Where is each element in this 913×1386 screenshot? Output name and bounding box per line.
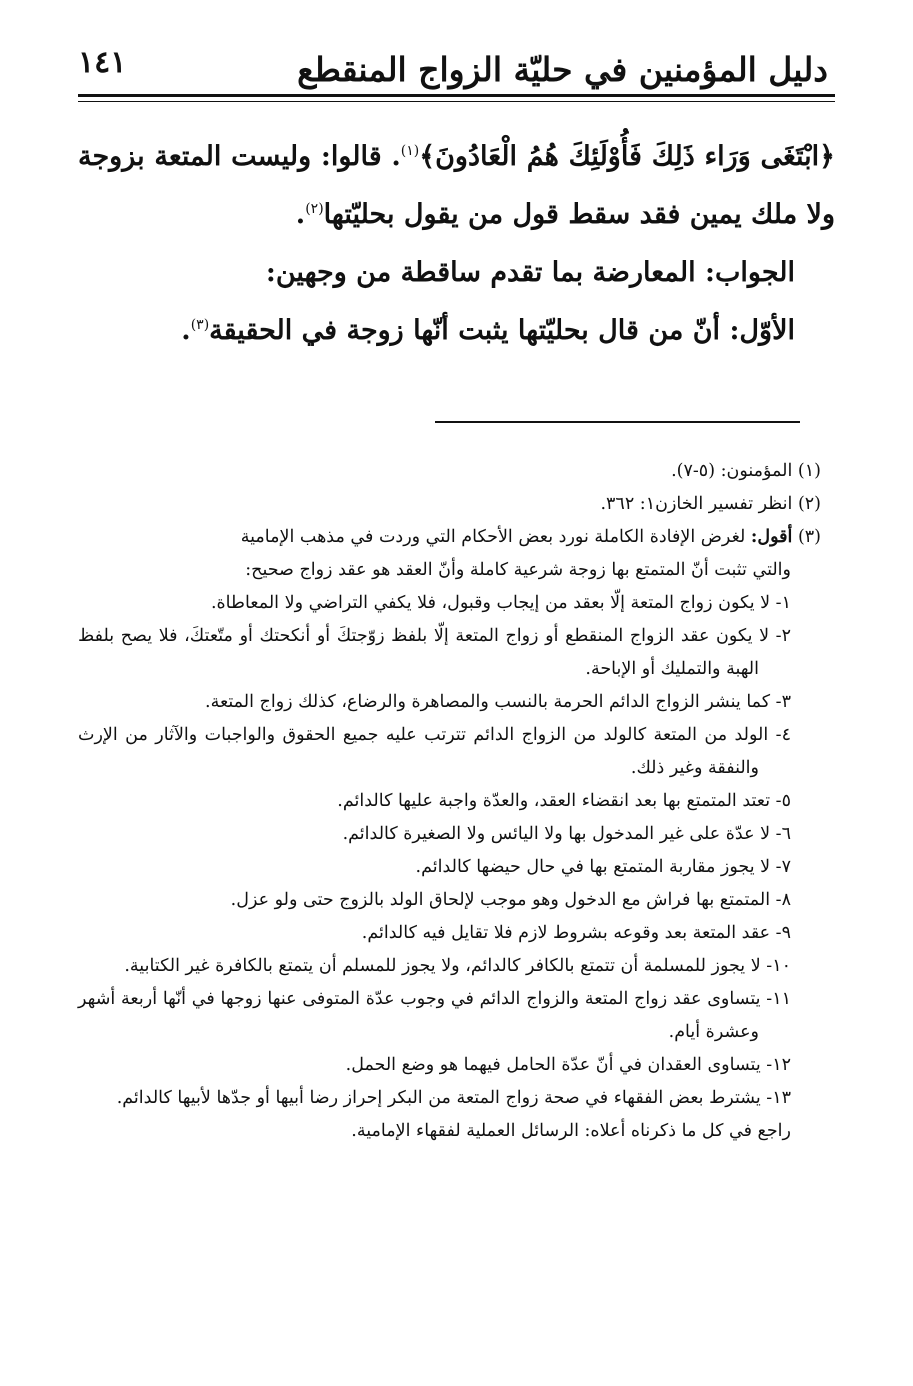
list-item: ٢- لا يكون عقد الزواج المنقطع أو زواج المتعة إلّا بلفظ زوّجتكَ أو أنكحتك أو متّعتكَ، فلا يصح بلفظ الهبة والتمليك أو الإباحة. [78, 626, 791, 679]
list-item: ٥- تعتد المتمتع بها بعد انقضاء العقد، والعدّة واجبة عليها كالدائم. [337, 791, 791, 811]
quran-verse: ﴿ابْتَغَى وَرَاء ذَلِكَ فَأُوْلَئِكَ هُمُ الْعَادُونَ﴾ [419, 141, 836, 172]
footnote-3-number: (٣) [792, 527, 821, 547]
header-rule-thin [78, 101, 835, 102]
header-rule-thick [78, 94, 835, 97]
list-item: ١٣- يشترط بعض الفقهاء في صحة زواج المتعة من البكر إحراز رضا أبيها أو جدّها لأبيها كالدائم. [116, 1088, 791, 1108]
list-item: ١٢- يتساوى العقدان في أنّ عدّة الحامل فيهما هو وضع الحمل. [345, 1055, 791, 1075]
main-line-1-rest: . قالوا: وليست المتعة بزوجة [78, 141, 401, 172]
list-item: ٣- كما ينشر الزواج الدائم الحرمة بالنسب والمصاهرة والرضاع، كذلك زواج المتعة. [205, 692, 791, 712]
main-text [78, 128, 835, 360]
running-title: دليل المؤمنين في حليّة الزواج المنقطع [297, 50, 828, 89]
list-item: ٨- المتمتع بها فراش مع الدخول وهو موجب لإلحاق الولد بالزوج حتى ولو عزل. [230, 890, 791, 910]
list-item: ١- لا يكون زواج المتعة إلّا بعقد من إيجاب وقبول، فلا يكفي التراضي ولا المعاطاة. [210, 593, 791, 613]
footnote-closing: راجع في كل ما ذكرناه أعلاه: الرسائل العملية لفقهاء الإمامية. [351, 1121, 791, 1141]
main-line-2 [78, 186, 835, 244]
first-point-line [78, 302, 835, 360]
footnote-3-continuation: والتي تثبت أنّ المتمتع بها زوجة شرعية كاملة وأنّ العقد هو عقد زواج صحيح: [245, 560, 791, 580]
first-text: أنّ من قال بحليّتها يثبت أنّها زوجة في الحقيقة [209, 315, 730, 346]
footnote-ref-3[interactable]: (٣) [190, 317, 210, 333]
main-line-2-end: . [295, 199, 306, 230]
answer-label: الجواب: [705, 257, 795, 288]
page-number: ١٤١ [78, 45, 127, 80]
main-line-1 [78, 128, 835, 186]
page-header [78, 38, 828, 94]
footnote-ref-1[interactable]: (١) [400, 143, 420, 159]
footnote-separator [435, 421, 800, 423]
footnote-3-text: لغرض الإفادة الكاملة نورد بعض الأحكام التي وردت في مذهب الإمامية [240, 527, 751, 547]
footnote-1: (١) المؤمنون: (٥-٧). [671, 461, 821, 481]
list-item: ٤- الولد من المتعة كالولد من الزواج الدائم تترتب عليه جميع الحقوق والواجبات والآثار من الإرث والنفقة وغير ذلك. [78, 725, 791, 778]
main-line-2-text: ولا ملك يمين فقد سقط قول من يقول بحليّتها [323, 199, 835, 230]
list-item: ٩- عقد المتعة بعد وقوعه بشروط لازم فلا تقايل فيه كالدائم. [361, 923, 791, 943]
list-item: ٦- لا عدّة على غير المدخول بها ولا اليائس ولا الصغيرة كالدائم. [342, 824, 791, 844]
list-item: ١١- يتساوى عقد زواج المتعة والزواج الدائم في وجوب عدّة المتوفى عنها زوجها في أنّها أربعة أشهر وعشرة أيام. [78, 989, 791, 1042]
first-end: . [181, 315, 191, 346]
list-item: ١٠- لا يجوز للمسلمة أن تتمتع بالكافر كالدائم، ولا يجوز للمسلم أن يتمتع بالكافرة غير الكتابية. [124, 956, 791, 976]
first-label: الأوّل: [729, 315, 795, 346]
answer-text: المعارضة بما تقدم ساقطة من وجهين: [265, 257, 705, 288]
footnotes [78, 455, 835, 1148]
list-item: ٧- لا يجوز مقاربة المتمتع بها في حال حيضها كالدائم. [415, 857, 791, 877]
footnote-ref-2[interactable]: (٢) [305, 201, 324, 217]
footnote-3-label: أقول: [750, 527, 793, 547]
footnote-2: (٢) انظر تفسير الخازن١: ٣٦٢. [600, 494, 821, 514]
answer-line [78, 244, 835, 302]
footnote-3 [78, 521, 835, 554]
